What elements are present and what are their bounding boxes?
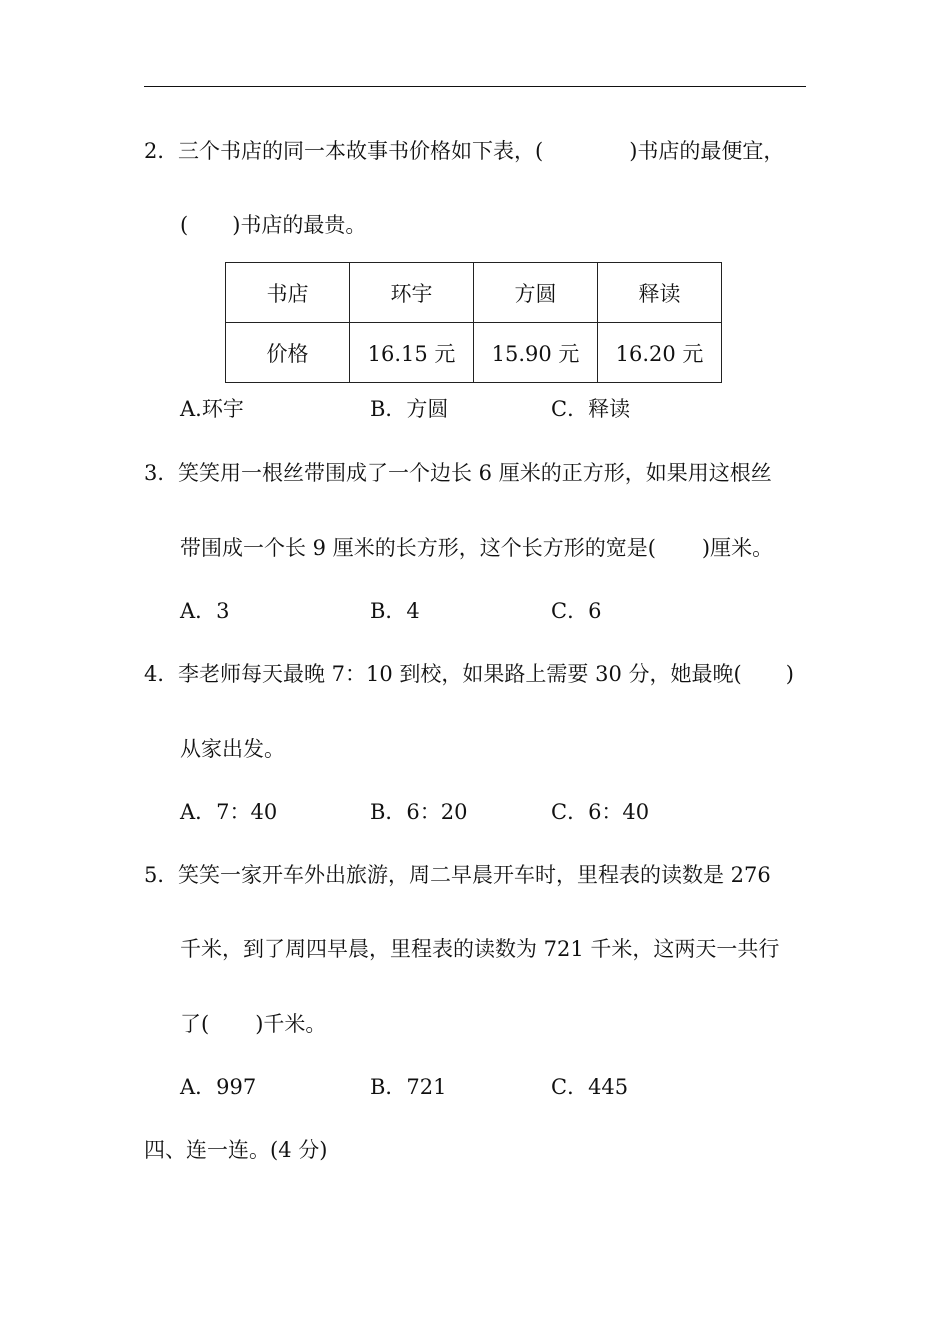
option-b[interactable]: B．6：20 — [370, 800, 468, 824]
option-a[interactable]: A．997 — [180, 1075, 257, 1099]
option-a[interactable]: A．7：40 — [180, 800, 278, 824]
option-c[interactable]: C．6：40 — [551, 800, 650, 824]
question-4-line-2: 从家出发。 — [180, 737, 285, 761]
question-3-line2-a: 带围成一个长 9 厘米的长方形，这个长方形的宽是( — [180, 536, 656, 560]
price-table — [225, 262, 722, 383]
table-cell: 方圆 — [474, 263, 598, 323]
question-2-line-1 — [144, 137, 784, 165]
option-b[interactable]: B．4 — [370, 599, 420, 623]
question-4-number: 4． — [144, 662, 179, 686]
table-cell: 16.15 元 — [350, 323, 474, 383]
question-3-line-1 — [144, 459, 772, 487]
table-cell: 释读 — [598, 263, 722, 323]
question-5-line3-a: 了( — [180, 1012, 210, 1036]
question-2-line2-b: )书店的最贵。 — [232, 213, 367, 237]
question-5-line-1 — [144, 861, 771, 889]
option-c[interactable]: C．445 — [551, 1075, 629, 1099]
header-rule — [144, 86, 806, 87]
question-3-text: 笑笑用一根丝带围成了一个边长 6 厘米的正方形，如果用这根丝 — [178, 461, 772, 485]
question-3-number: 3． — [144, 461, 179, 485]
option-c[interactable]: C．6 — [551, 599, 602, 623]
question-5-line-2: 千米，到了周四早晨，里程表的读数为 721 千米，这两天一共行 — [180, 937, 780, 961]
question-4-line1-a: 李老师每天最晚 7：10 到校，如果路上需要 30 分，她最晚( — [178, 662, 742, 686]
table-cell: 16.20 元 — [598, 323, 722, 383]
question-4-line1-b: ) — [785, 662, 794, 686]
table-cell: 价格 — [226, 323, 350, 383]
question-5-number: 5． — [144, 863, 179, 887]
question-4-line-1 — [144, 660, 794, 688]
table-cell: 书店 — [226, 263, 350, 323]
option-c[interactable]: C．释读 — [551, 397, 631, 421]
table-row — [226, 263, 722, 323]
option-b[interactable]: B．方圆 — [370, 397, 449, 421]
question-3-line2-b: )厘米。 — [701, 536, 774, 560]
question-2-text-b: )书店的最便宜， — [629, 139, 785, 163]
question-5-line3-b: )千米。 — [255, 1012, 327, 1036]
question-2-number: 2． — [144, 139, 179, 163]
question-2-line2-a: ( — [180, 213, 189, 237]
question-5-line-3 — [180, 1010, 326, 1038]
question-2-text-a: 三个书店的同一本故事书价格如下表，( — [178, 139, 544, 163]
option-b[interactable]: B．721 — [370, 1075, 447, 1099]
table-cell: 15.90 元 — [474, 323, 598, 383]
question-5-text: 笑笑一家开车外出旅游，周二早晨开车时，里程表的读数是 276 — [178, 863, 771, 887]
option-a[interactable]: A．3 — [180, 599, 230, 623]
question-3-line-2 — [180, 534, 773, 562]
option-a[interactable]: A.环宇 — [180, 397, 244, 421]
table-row — [226, 323, 722, 383]
table-cell: 环宇 — [350, 263, 474, 323]
section-4-title: 四、连一连。(4 分) — [144, 1138, 328, 1162]
question-2-line-2 — [180, 211, 366, 239]
